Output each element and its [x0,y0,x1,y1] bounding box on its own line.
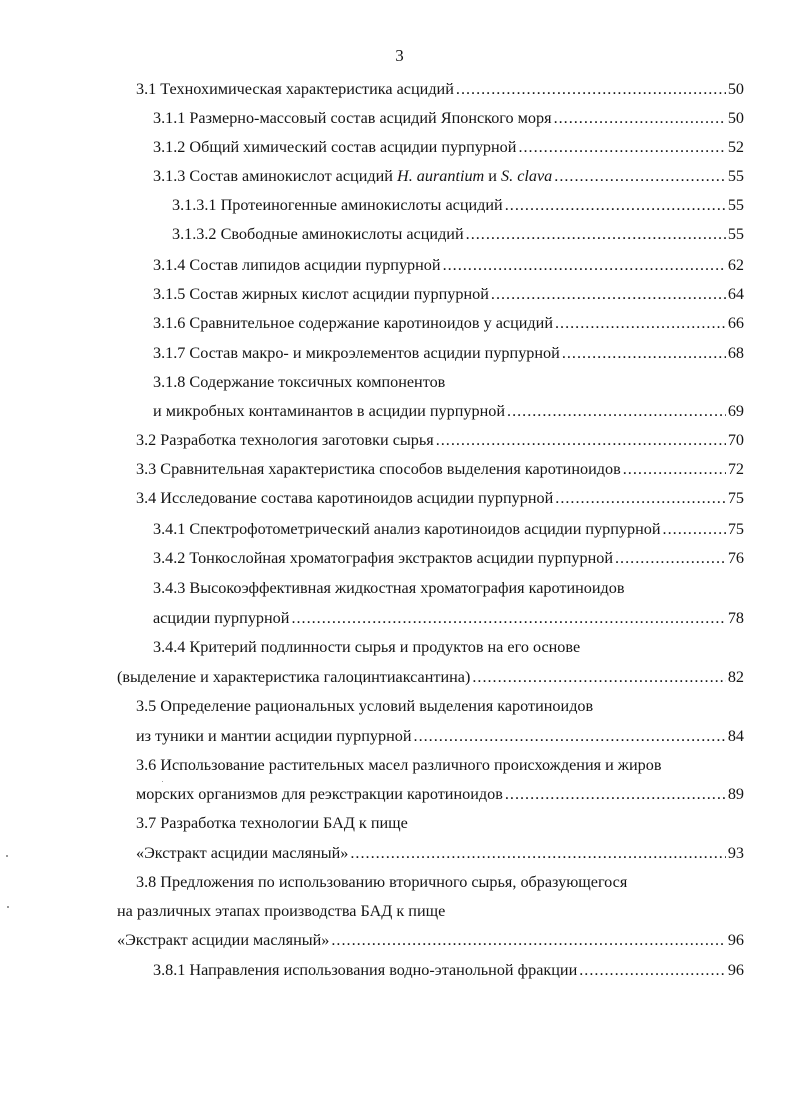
toc-entry-3-2 [136,429,744,451]
toc-entry-3-4-4-cont [117,666,744,688]
toc-entry-3-6-cont [136,783,744,805]
toc-title: Общий химический состав асцидии пурпурной [189,138,517,156]
toc-entry-3-1-3-2 [172,223,744,245]
toc-entry-3-7 [136,812,744,834]
toc-entry-3-8-1 [153,959,744,981]
toc-page: 55 [727,196,744,214]
toc-leader-dots [663,518,726,540]
toc-leader-dots [615,547,726,569]
toc-number: 3.1.3 [153,167,186,185]
toc-entry-3-5 [136,695,744,717]
toc-page: 52 [727,138,744,156]
toc-leader-dots [350,842,725,864]
toc-title-line: на различных этапах производства БАД к пище [117,902,446,920]
toc-entry-3-3 [136,458,744,480]
toc-entry-3-1-1 [153,107,744,129]
toc-title: Сравнительное содержание каротиноидов у асцидий [189,314,553,332]
toc-leader-dots [562,342,726,364]
toc-entry-3-1-6 [153,312,744,334]
toc-page: 78 [727,609,744,627]
toc-entry-3-1-4 [153,254,744,276]
toc-number: 3.7 [136,814,157,832]
toc-entry-3-8-cont2 [117,929,744,951]
toc-number: 3.4.3 [153,579,186,597]
toc-title-part: и [484,167,502,185]
toc-number: 3.3 [136,460,157,478]
toc-entry-3-1-7 [153,342,744,364]
toc-title-italic: H. aurantium [397,167,485,185]
toc-leader-dots [554,165,726,187]
toc-leader-dots [414,725,726,747]
toc-title-line: (выделение и характеристика галоцинтиаксантина) [117,668,471,686]
toc-page: 68 [727,344,744,362]
toc-title: Разработка технология заготовки сырья [160,431,434,449]
toc-entry-3-1-8-cont [153,400,744,422]
toc-entry-3-8-cont1 [117,900,744,922]
toc-number: 3.1.8 [153,373,186,391]
toc-title-italic: S. clava [501,167,553,185]
toc-title-line: из туники и мантии асцидии пурпурной [136,727,412,745]
toc-leader-dots [436,429,726,451]
toc-page: 89 [727,785,744,803]
toc-number: 3.4.2 [153,549,186,567]
toc-number: 3.6 [136,756,157,774]
toc-entry-3-7-cont [136,842,744,864]
toc-page: 96 [727,961,744,979]
toc-number: 3.8 [136,873,157,891]
toc-page: 69 [727,402,744,420]
toc-leader-dots [331,929,725,951]
toc-page: 55 [727,167,744,185]
toc-leader-dots [491,283,726,305]
toc-title: Размерно-массовый состав асцидий Японского моря [189,109,552,127]
toc-page: 93 [727,844,744,862]
toc-entry-3-4 [136,487,744,509]
toc-number: 3.1.7 [153,344,186,362]
toc-leader-dots [505,783,726,805]
toc-entry-3-1-2 [153,136,744,158]
toc-leader-dots [443,254,726,276]
toc-title: Технохимическая характеристика асцидий [160,80,454,98]
toc-entry-3-4-1 [153,518,744,540]
toc-title-line: асцидии пурпурной [153,609,290,627]
toc-leader-dots [291,607,725,629]
toc-title: Свободные аминокислоты асцидий [220,225,464,243]
toc-title: Состав липидов асцидии пурпурной [189,256,441,274]
toc-number: 3.1.4 [153,256,186,274]
scan-speck [7,906,9,908]
toc-page: 70 [727,431,744,449]
toc-entry-3-4-2 [153,547,744,569]
toc-entry-3-4-4 [153,636,744,658]
toc-entry-3-4-3 [153,577,744,599]
toc-page: 72 [727,460,744,478]
scan-speck [6,855,8,857]
toc-title-line: Критерий подлинности сырья и продуктов на его основе [189,638,581,656]
toc-number: 3.1.2 [153,138,186,156]
toc-number: 3.1 [136,80,157,98]
toc-title: Тонкослойная хроматография экстрактов асцидии пурпурной [189,549,613,567]
toc-title: Спектрофотометрический анализ каротиноидов асцидии пурпурной [189,520,661,538]
toc-leader-dots [555,312,726,334]
toc-number: 3.1.5 [153,285,186,303]
toc-page: 66 [727,314,744,332]
toc-entry-3-5-cont [136,725,744,747]
toc-entry-3-1-3 [153,165,744,187]
toc-leader-dots [579,959,726,981]
toc-number: 3.2 [136,431,157,449]
toc-title-line: «Экстракт асцидии масляный» [136,844,349,862]
toc-leader-dots [555,487,726,509]
toc-entry-3-1-8 [153,371,744,393]
toc-leader-dots [623,458,726,480]
toc-leader-dots [554,107,726,129]
toc-leader-dots [456,78,726,100]
toc-title: Состав жирных кислот асцидии пурпурной [189,285,489,303]
toc-page: 55 [727,225,744,243]
toc-number: 3.4 [136,489,157,507]
toc-page: 50 [727,80,744,98]
toc-number: 3.4.4 [153,638,186,656]
toc-page: 64 [727,285,744,303]
toc-title: Протеиногенные аминокислоты асцидий [220,196,503,214]
toc-title: Сравнительная характеристика способов выделения каротиноидов [160,460,621,478]
toc-leader-dots [505,194,726,216]
toc-number: 3.8.1 [153,961,186,979]
toc-page: 76 [727,549,744,567]
scan-speck [162,781,163,782]
toc-page: 75 [727,520,744,538]
toc-entry-3-1 [136,78,744,100]
toc-leader-dots [472,666,725,688]
toc-title-part: Состав аминокислот асцидий [189,167,397,185]
toc-title-line: и микробных контаминантов в асцидии пурпурной [153,402,506,420]
toc-page: 75 [727,489,744,507]
toc-title-line: Определение рациональных условий выделения каротиноидов [160,697,594,715]
toc-title-line: Высокоэффективная жидкостная хроматография каротиноидов [189,579,625,597]
toc-title-line: морских организмов для реэкстракции каротиноидов [136,785,503,803]
toc-entry-3-8 [136,871,744,893]
page-number: 3 [395,46,404,65]
toc-number: 3.1.3.2 [172,225,217,243]
toc-title-line: Использование растительных масел различного происхождения и жиров [160,756,662,774]
toc-number: 3.4.1 [153,520,186,538]
toc-page: 50 [727,109,744,127]
toc-page: 96 [727,931,744,949]
toc-leader-dots [507,400,726,422]
toc-entry-3-1-5 [153,283,744,305]
toc-leader-dots [518,136,725,158]
toc-number: 3.1.1 [153,109,186,127]
toc-number: 3.1.6 [153,314,186,332]
toc-page: 62 [727,256,744,274]
toc-leader-dots [466,223,726,245]
toc-entry-3-4-3-cont [153,607,744,629]
toc-page: 82 [727,668,744,686]
toc-title: Состав макро- и микроэлементов асцидии пурпурной [189,344,560,362]
toc-number: 3.1.3.1 [172,196,217,214]
toc-entry-3-1-3-1 [172,194,744,216]
toc-title-line: Содержание токсичных компонентов [189,373,446,391]
toc-title-line: Разработка технологии БАД к пище [160,814,408,832]
toc-page: 84 [727,727,744,745]
toc-title: Направления использования водно-этанольной фракции [189,961,578,979]
toc-entry-3-6 [136,754,744,776]
toc-title-line: Предложения по использованию вторичного сырья, образующегося [160,873,628,891]
toc-number: 3.5 [136,697,157,715]
toc-title: Исследование состава каротиноидов асцидии пурпурной [160,489,554,507]
toc-title-line: «Экстракт асцидии масляный» [117,931,330,949]
